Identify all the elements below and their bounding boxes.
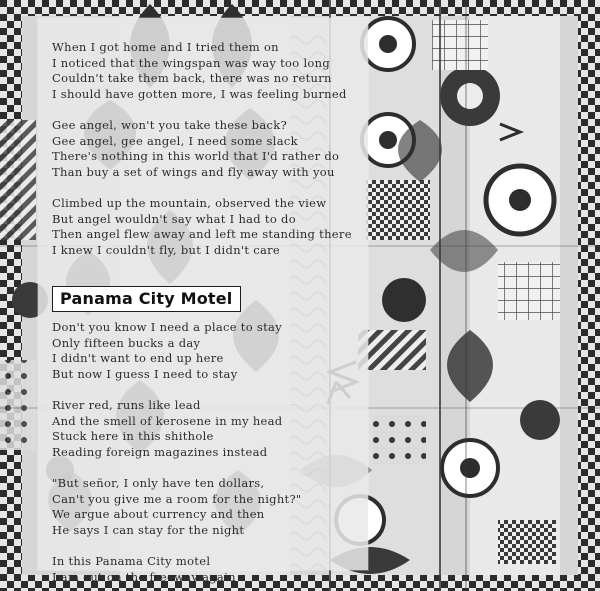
song-title-container bbox=[52, 286, 362, 312]
lyric-line: Can't you give me a room for the night?" bbox=[52, 491, 302, 506]
lyric-line: Stuck here in this shithole bbox=[52, 429, 214, 443]
lyric-line: In this Panama City motel bbox=[52, 554, 211, 568]
lyric-stanza bbox=[52, 118, 362, 180]
lyric-line: Gee angel, won't you take these back? bbox=[52, 118, 287, 132]
lyric-line: Climbed up the mountain, observed the view bbox=[52, 196, 327, 210]
lyric-stanza bbox=[52, 554, 362, 585]
lyric-line: When I got home and I tried them on bbox=[52, 40, 279, 54]
lyric-line: Only fifteen bucks a day bbox=[52, 335, 201, 350]
lyrics-content bbox=[52, 40, 362, 591]
lyric-line: Don't you know I need a place to stay bbox=[52, 320, 282, 334]
lyric-stanza bbox=[52, 320, 362, 382]
lyric-line: I noticed that the wingspan was way too long bbox=[52, 55, 331, 70]
lyric-stanza bbox=[52, 398, 362, 460]
lyric-line: And the smell of kerosene in my head bbox=[52, 413, 283, 428]
lyric-line: Than buy a set of wings and fly away with you bbox=[52, 164, 335, 179]
lyric-line: "But señor, I only have ten dollars, bbox=[52, 476, 265, 490]
lyric-line: I didn't want to end up here bbox=[52, 351, 224, 365]
lyric-line: Couldn't take them back, there was no return bbox=[52, 71, 332, 85]
lyric-line: Reading foreign magazines instead bbox=[52, 444, 268, 459]
lyric-line: We argue about currency and then bbox=[52, 507, 265, 521]
lyric-line: But now I guess I need to stay bbox=[52, 366, 238, 381]
lyric-stanza bbox=[52, 476, 362, 538]
song-title: Panama City Motel bbox=[52, 286, 241, 312]
lyric-line: Gee angel, gee angel, I need some slack bbox=[52, 133, 298, 148]
lyric-stanza bbox=[52, 40, 362, 102]
lyric-line: He says I can stay for the night bbox=[52, 522, 245, 537]
lyric-line: Then angel flew away and left me standing there bbox=[52, 227, 352, 241]
lyric-stanza bbox=[52, 196, 362, 258]
lyrics-panel bbox=[38, 18, 368, 584]
lyric-line: But angel wouldn't say what I had to do bbox=[52, 211, 296, 226]
lyric-line: I am out on the freeway again bbox=[52, 569, 236, 584]
lyric-line: I should have gotten more, I was feeling burned bbox=[52, 86, 347, 101]
lyric-line: I knew I couldn't fly, but I didn't care bbox=[52, 242, 281, 257]
lyric-line: There's nothing in this world that I'd rather do bbox=[52, 149, 340, 163]
lyric-line: River red, runs like lead bbox=[52, 398, 201, 412]
